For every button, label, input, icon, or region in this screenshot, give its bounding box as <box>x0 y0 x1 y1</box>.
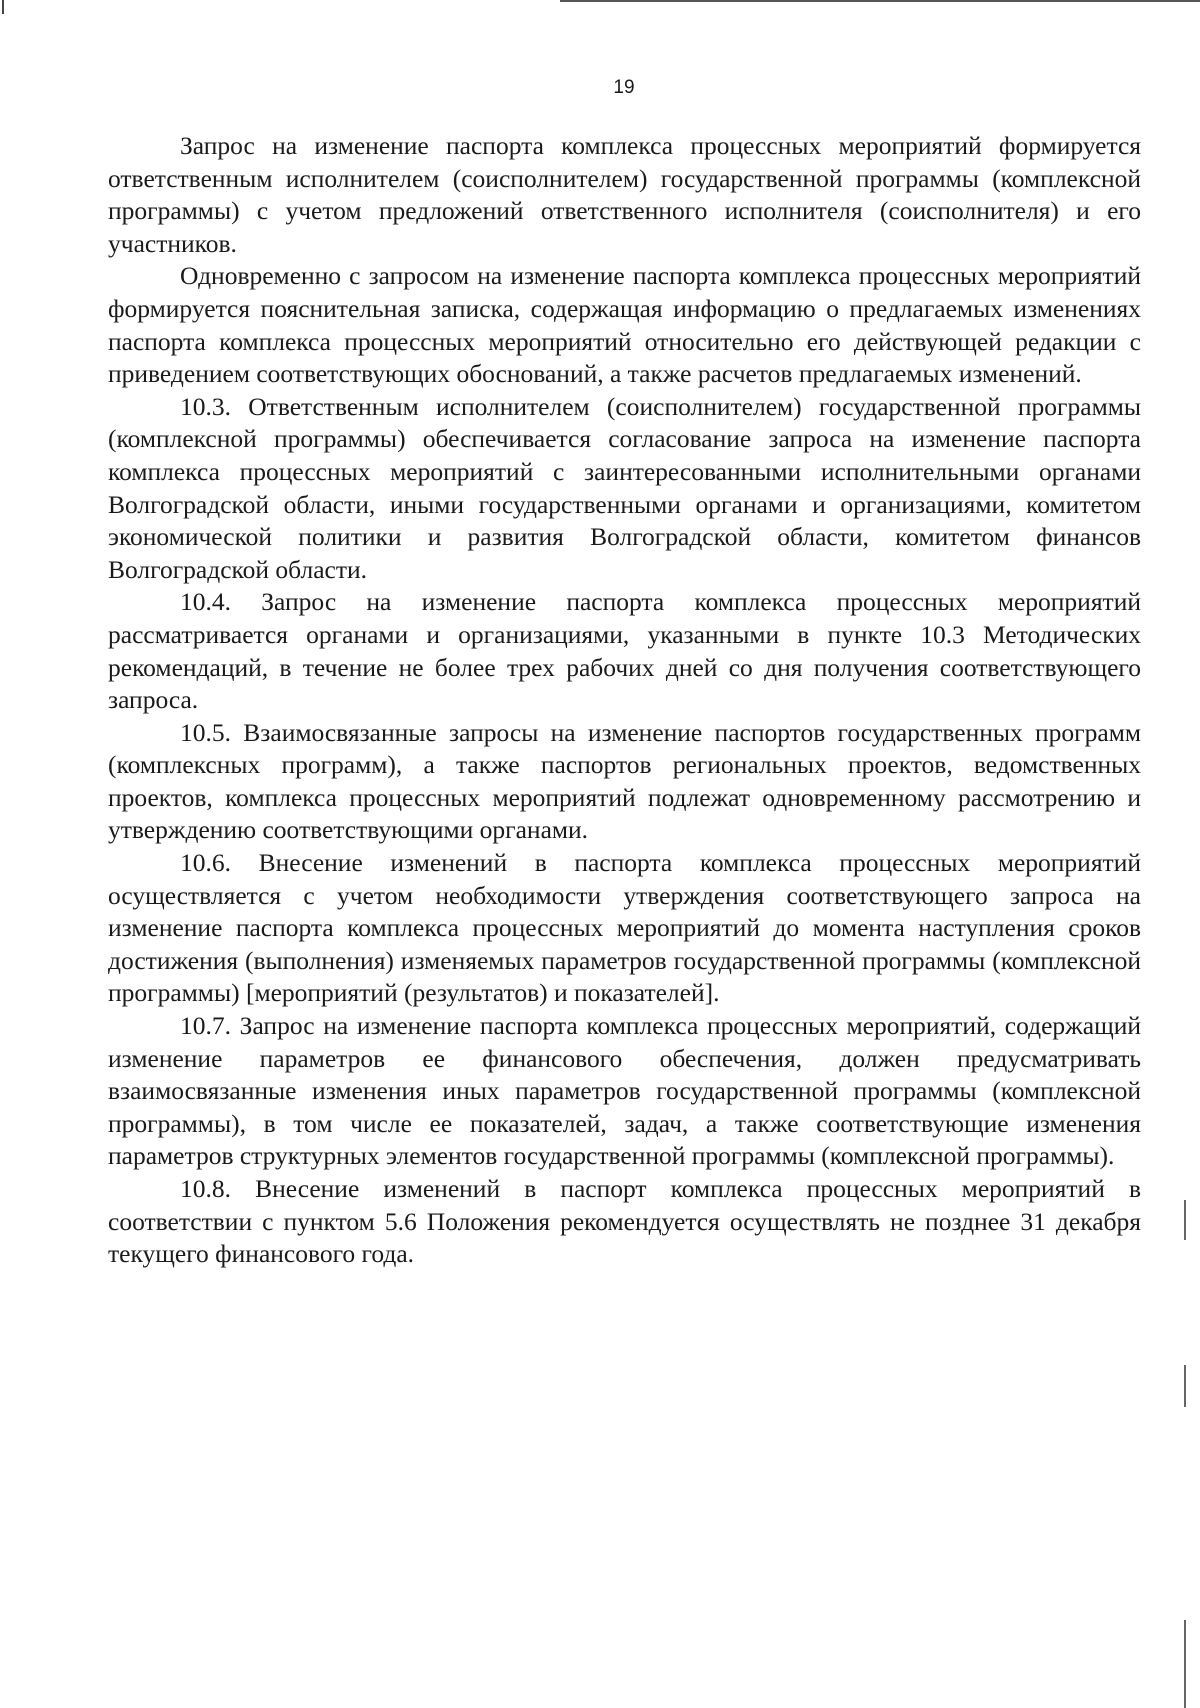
document-body <box>108 130 1141 1271</box>
scan-mark-right <box>1184 1620 1186 1708</box>
paragraph-10-3: 10.3. Ответственным исполнителем (соисполнителем) государственной программы (комплексной программы) обеспечивается согласование запроса на изменение паспорта комплекса процессных мероприятий с заинтересованными исполнительными органами Волгоградской области, иными государственными органами и организациями, комитетом экономической политики и развития Волгоградской области, комитетом финансов Волгоградской области. <box>108 391 1141 584</box>
paragraph-10-7: 10.7. Запрос на изменение паспорта комплекса процессных мероприятий, содержащий изменение параметров ее финансового обеспечения, должен предусматривать взаимосвязанные изменения иных параметров государственной программы (комплексной программы), в том числе ее показателей, задач, а также соответствующие изменения параметров структурных элементов государственной программы (комплексной программы). <box>108 1011 1141 1171</box>
scan-mark-right <box>1184 1200 1186 1240</box>
scan-mark-right <box>1184 1365 1186 1407</box>
paragraph: Запрос на изменение паспорта комплекса процессных мероприятий формируется ответственным исполнителем (соисполнителем) государственной программы (комплексной программы) с учетом предложений ответственного исполнителя (соисполнителя) и его участников. <box>108 131 1141 258</box>
paragraph-10-6: 10.6. Внесение изменений в паспорта комплекса процессных мероприятий осуществляется с учетом необходимости утверждения соответствующего запроса на изменение паспорта комплекса процессных мероприятий до момента наступления сроков достижения (выполнения) изменяемых параметров государственной программы (комплексной программы) [мероприятий (результатов) и показателей]. <box>108 848 1141 1008</box>
paragraph: Одновременно с запросом на изменение паспорта комплекса процессных мероприятий формируется пояснительная записка, содержащая информацию о предлагаемых изменениях паспорта комплекса процессных мероприятий относительно его действующей редакции с приведением соответствующих обоснований, а также расчетов предлагаемых изменений. <box>108 261 1141 389</box>
paragraph-10-5: 10.5. Взаимосвязанные запросы на изменение паспортов государственных программ (комплексных программ), а также паспортов региональных проектов, ведомственных проектов, комплекса процессных мероприятий подлежат одновременному рассмотрению и утверждению соответствующими органами. <box>108 717 1141 845</box>
scan-edge-left <box>2 0 4 14</box>
page-number: 19 <box>613 77 635 98</box>
scan-edge-top <box>560 0 1200 2</box>
paragraph-10-4: 10.4. Запрос на изменение паспорта комплекса процессных мероприятий рассматривается органами и организациями, указанными в пункте 10.3 Методических рекомендаций, в течение не более трех рабочих дней со дня получения соответствующего запроса. <box>108 587 1141 715</box>
paragraph-10-8: 10.8. Внесение изменений в паспорт комплекса процессных мероприятий в соответствии с пунктом 5.6 Положения рекомендуется осуществлять не позднее 31 декабря текущего финансового года. <box>108 1174 1141 1269</box>
